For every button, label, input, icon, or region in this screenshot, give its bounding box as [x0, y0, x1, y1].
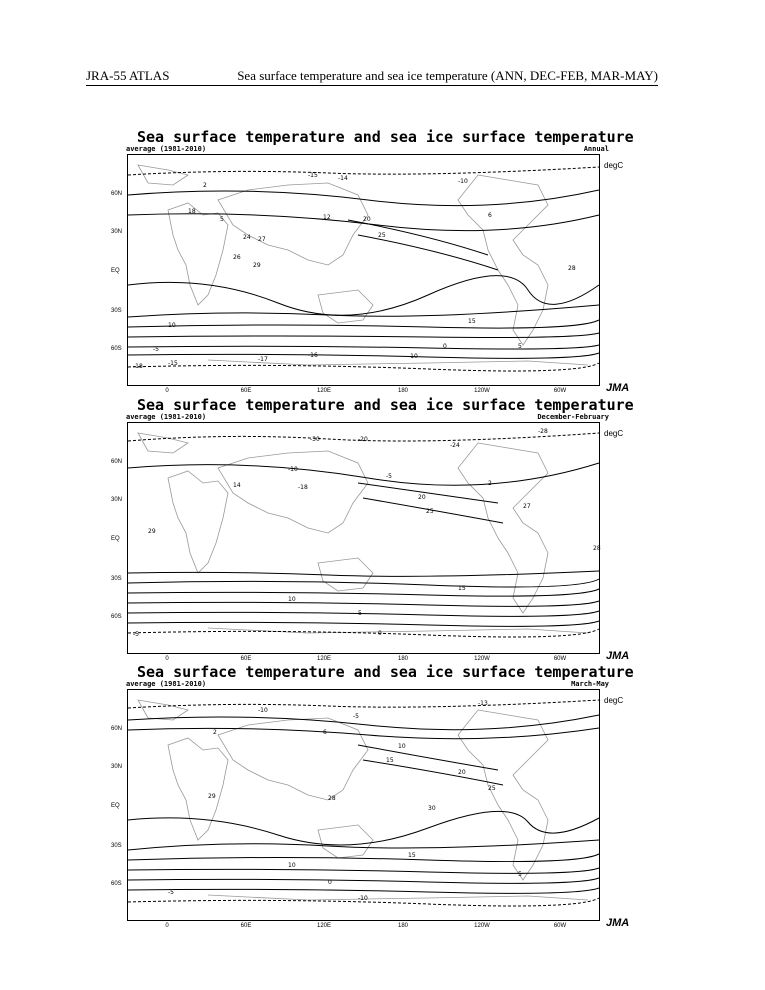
contour-label: -18	[298, 484, 308, 491]
contour-label: 15	[468, 318, 476, 325]
lat-label: 60S	[111, 346, 122, 352]
lon-label: 120W	[474, 388, 490, 394]
contour-label: 5	[220, 216, 224, 223]
lat-label: EQ	[111, 268, 120, 274]
contour-label: 20	[458, 769, 466, 776]
coastlines	[138, 433, 588, 633]
contour-label: -5	[353, 713, 359, 720]
contour-map	[127, 689, 600, 921]
contour-label: -16	[308, 352, 318, 359]
lon-label: 120E	[316, 656, 332, 662]
contour-label: -15	[168, 360, 178, 367]
lat-label: 30N	[111, 497, 123, 503]
contour-label: -10	[358, 895, 368, 902]
contour-label: -5	[153, 346, 159, 353]
lat-label: 30S	[111, 843, 122, 849]
contour-label: -17	[258, 356, 268, 363]
contour-label: 10	[398, 743, 406, 750]
jma-logo: JMA	[606, 650, 630, 662]
map-panel-annual	[111, 128, 635, 394]
contour-label: 6	[323, 729, 327, 736]
lat-label: 60N	[111, 726, 123, 732]
contour-label: 27	[258, 236, 266, 243]
lon-label: 0	[165, 923, 169, 929]
contour-label: 14	[233, 482, 241, 489]
contour-label: 25	[426, 508, 434, 515]
contour-label: 12	[323, 214, 331, 221]
map-svg	[128, 690, 599, 920]
contour-label: -5	[133, 631, 139, 638]
unit-label: degC	[604, 696, 624, 705]
contour-map	[127, 154, 600, 386]
contour-label: -15	[308, 172, 318, 179]
contour-label: 0	[328, 879, 332, 886]
atlas-name: JRA-55 ATLAS	[86, 68, 170, 83]
contour-label: 24	[243, 234, 251, 241]
contour-label: 25	[488, 785, 496, 792]
contour-label: 20	[363, 216, 371, 223]
contour-label: 30	[428, 805, 436, 812]
map-svg	[128, 423, 599, 653]
contour-label: 25	[378, 232, 386, 239]
lon-label: 120E	[316, 388, 332, 394]
contour-label: 28	[568, 265, 576, 272]
jma-logo: JMA	[606, 917, 630, 929]
lon-label: 60W	[553, 388, 567, 394]
contour-label: 6	[488, 212, 492, 219]
contour-label: 27	[523, 503, 531, 510]
contour-label: -20	[358, 436, 368, 443]
contour-label-group	[168, 700, 522, 902]
panel-season: March-May	[571, 680, 609, 688]
panel-period: average (1981-2010)	[126, 680, 207, 688]
unit-label: degC	[604, 429, 624, 438]
panel-season: Annual	[583, 145, 609, 153]
lon-label: 180	[397, 656, 409, 662]
contour-label: 20	[418, 494, 426, 501]
lon-label: 0	[165, 388, 169, 394]
contour-map	[127, 422, 600, 654]
panel-period: average (1981-2010)	[126, 413, 207, 421]
lat-label: EQ	[111, 803, 120, 809]
lon-label: 60E	[240, 656, 252, 662]
contour-label: -10	[408, 353, 418, 360]
sea-ice-edge	[128, 167, 599, 371]
contour-label-group	[133, 172, 576, 370]
contour-label: 15	[408, 852, 416, 859]
contour-label: 29	[148, 528, 156, 535]
contour-label: 5	[518, 343, 522, 350]
contour-label: -10	[258, 707, 268, 714]
map-panel-mam	[111, 663, 635, 929]
lon-label: 60E	[240, 923, 252, 929]
contour-label: -24	[450, 442, 460, 449]
contour-label: -28	[538, 428, 548, 435]
lat-label: 30S	[111, 308, 122, 314]
contour-label: 2	[203, 182, 207, 189]
lon-label: 120W	[474, 656, 490, 662]
panel-title: Sea surface temperature and sea ice surface temperature	[137, 396, 634, 414]
contour-label: 5	[358, 610, 362, 617]
header-rule	[86, 85, 658, 86]
contour-label: -14	[338, 175, 348, 182]
contour-label: 15	[386, 757, 394, 764]
lat-label: 60N	[111, 459, 123, 465]
lon-label: 180	[397, 388, 409, 394]
contour-label: 2	[488, 480, 492, 487]
isotherms	[128, 463, 599, 626]
panel-season: December-February	[537, 413, 609, 421]
page-header	[86, 68, 658, 84]
lon-label: 120W	[474, 923, 490, 929]
contour-label: 29	[253, 262, 261, 269]
contour-label: -13	[478, 700, 488, 707]
contour-label: -5	[168, 889, 174, 896]
panel-title: Sea surface temperature and sea ice surface temperature	[137, 128, 634, 146]
panel-title: Sea surface temperature and sea ice surface temperature	[137, 663, 634, 681]
lat-label: 30N	[111, 229, 123, 235]
lon-label: 180	[397, 923, 409, 929]
contour-label: 26	[233, 254, 241, 261]
panel-period: average (1981-2010)	[126, 145, 207, 153]
lon-label: 60E	[240, 388, 252, 394]
contour-label: -18	[133, 363, 143, 370]
sea-ice-edge	[128, 700, 599, 906]
lat-label: 30S	[111, 576, 122, 582]
contour-label: 5	[518, 871, 522, 878]
lat-label: EQ	[111, 536, 120, 542]
coastlines	[138, 700, 588, 900]
lon-label: 60W	[553, 656, 567, 662]
contour-label: 28	[593, 545, 601, 552]
lat-label: 30N	[111, 764, 123, 770]
coastlines	[138, 165, 588, 365]
contour-label: -10	[288, 466, 298, 473]
contour-label: 0	[443, 343, 447, 350]
contour-label: -5	[386, 473, 392, 480]
lon-label: 60W	[553, 923, 567, 929]
contour-label: 10	[168, 322, 176, 329]
contour-label: 28	[328, 795, 336, 802]
map-panel-djf	[111, 396, 635, 662]
jma-logo: JMA	[606, 382, 630, 394]
contour-label: -30	[310, 436, 320, 443]
map-svg	[128, 155, 599, 385]
contour-label: 18	[188, 208, 196, 215]
contour-label: 29	[208, 793, 216, 800]
lat-label: 60S	[111, 614, 122, 620]
unit-label: degC	[604, 161, 624, 170]
contour-label: 15	[458, 585, 466, 592]
contour-label: 10	[288, 862, 296, 869]
lat-label: 60S	[111, 881, 122, 887]
contour-label: 10	[288, 596, 296, 603]
lon-label: 0	[165, 656, 169, 662]
contour-label: -10	[458, 178, 468, 185]
contour-label: 2	[213, 729, 217, 736]
contour-label: 0	[378, 630, 382, 637]
lat-label: 60N	[111, 191, 123, 197]
page-heading: Sea surface temperature and sea ice temperature (ANN, DEC-FEB, MAR-MAY)	[237, 68, 658, 83]
lon-label: 120E	[316, 923, 332, 929]
